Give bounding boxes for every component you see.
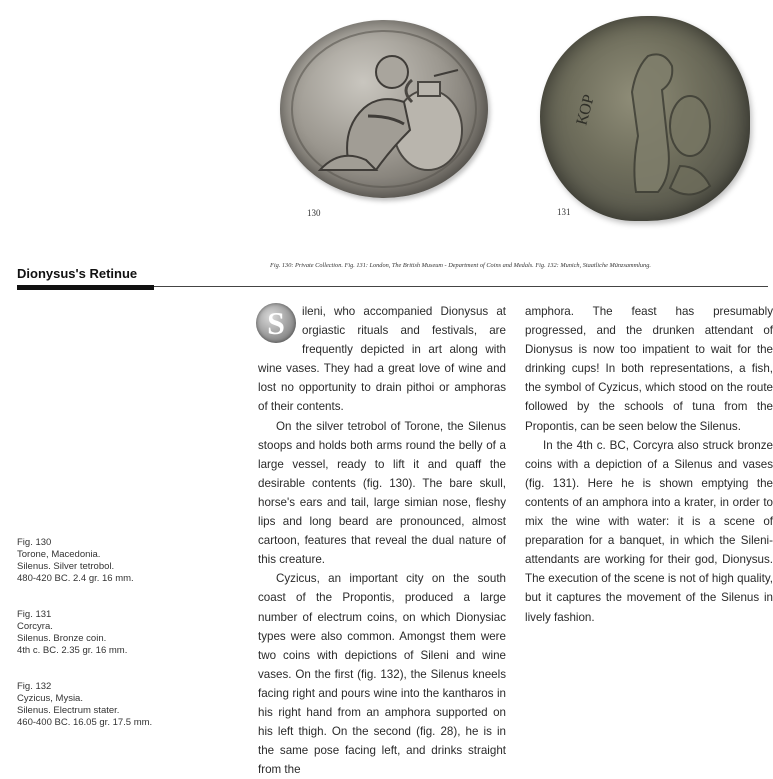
figure-caption-132 bbox=[17, 681, 187, 729]
coin-number-130: 130 bbox=[307, 208, 321, 218]
figure-caption-line: Silenus. Silver tetrobol. bbox=[17, 561, 115, 572]
section-title: Dionysus's Retinue bbox=[17, 266, 138, 281]
figure-caption-line: 460-400 BC. 16.05 gr. 17.5 mm. bbox=[17, 717, 153, 728]
paragraph: On the silver tetrobol of Torone, the Silenus stoops and holds both arms round the belly of a large vessel, ready to lift it and quaff the desirable contents (fig. 130). The bare skull, horse's ears and tail, large simian nose, fleshy lips and long beard are pronounced, almost cartoon, features that reveal the dual nature of this creature. bbox=[258, 419, 506, 567]
coin-number-131: 131 bbox=[557, 207, 571, 217]
figure-caption-line: Fig. 132 bbox=[17, 681, 52, 692]
figure-caption-line: Silenus. Electrum stater. bbox=[17, 705, 120, 716]
coin-image-130 bbox=[280, 20, 488, 198]
paragraph: amphora. The feast has presumably progressed, and the drunken attendant of Dionysus is now too impatient to wait for the drinking cups! In both representations, a fish, the symbol of Cyzicus, which stood on the route followed by the schools of tuna from the Propontis, can be seen below the Silenus. bbox=[525, 305, 773, 433]
paragraph: In the 4th c. BC, Corcyra also struck bronze coins with a depiction of a Silenus and vases (fig. 131). Here he is shown emptying the contents of an amphora into a krater, in order to mix the wine with water: it is a scene of preparation for a banquet, in which the Sileni-attendants are working for their god, Dionysus. The execution of the scene is not of high quality, but it captures the movement of the Silenus in lively fashion. bbox=[525, 438, 773, 624]
figure-caption-line: Corcyra. bbox=[17, 621, 53, 632]
figure-caption-line: Fig. 130 bbox=[17, 537, 52, 548]
figure-caption-130 bbox=[17, 537, 187, 585]
svg-text:ΚΟΡ: ΚΟΡ bbox=[573, 92, 598, 128]
figure-caption-line: Cyzicus, Mysia. bbox=[17, 693, 83, 704]
paragraph bbox=[258, 302, 506, 417]
drop-cap: S bbox=[256, 303, 296, 343]
body-column-right bbox=[525, 302, 773, 627]
image-captions: Fig. 130: Private Collection. Fig. 131: London, The British Museum - Department of Coins and Medals. Fig. 132: Munich, Staatliche Münzsammlung. bbox=[270, 262, 651, 269]
figure-caption-line: Fig. 131 bbox=[17, 609, 52, 620]
paragraph-text: ileni, who accompanied Dionysus at orgiastic rituals and festivals, are frequently depicted in art along with wine vases. They had a great love of wine and lost no opportunity to drain pithoi or amphoras of their contents. bbox=[258, 305, 506, 414]
silenus-kneeling-figure bbox=[280, 20, 488, 198]
silenus-with-krater-figure bbox=[540, 16, 750, 221]
figure-caption-line: 4th c. BC. 2.35 gr. 16 mm. bbox=[17, 645, 128, 656]
figure-caption-line: 480-420 BC. 2.4 gr. 16 mm. bbox=[17, 573, 134, 584]
figure-caption-131 bbox=[17, 609, 187, 657]
horizontal-rule bbox=[154, 286, 768, 287]
figure-caption-line: Torone, Macedonia. bbox=[17, 549, 101, 560]
title-underline-bar bbox=[17, 285, 154, 290]
coin-image-131 bbox=[540, 16, 750, 221]
figure-caption-line: Silenus. Bronze coin. bbox=[17, 633, 107, 644]
paragraph: Cyzicus, an important city on the south coast of the Propontis, produced a large number of electrum coins, on which Dionysiac types were also common. Amongst them were two coins with depictions of Sileni and wine vases. On the first (fig. 132), the Silenus kneels facing right and pours wine into the kantharos in his right hand from an amphora supported on his left thigh. On the second (fig. 28), he is in the same pose facing left, and drinks straight from the bbox=[258, 572, 506, 777]
body-column-left bbox=[258, 302, 506, 779]
